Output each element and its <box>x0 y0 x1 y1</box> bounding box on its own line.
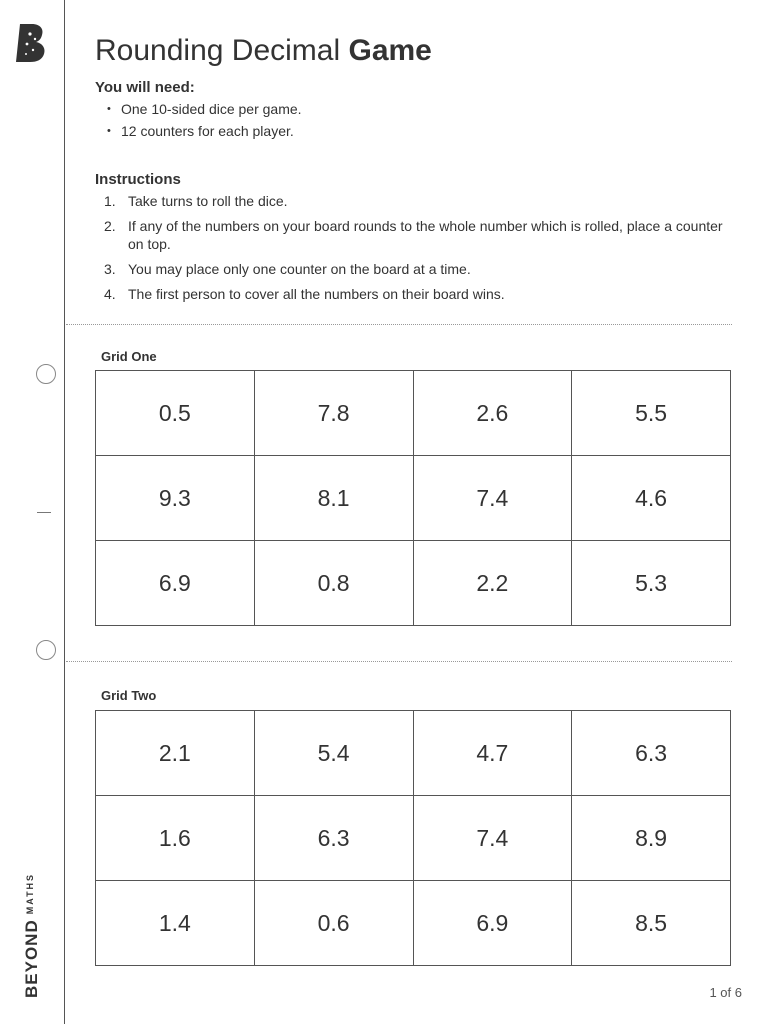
brand-name: BEYOND <box>22 919 41 998</box>
step-number: 2. <box>104 218 116 234</box>
grid-cell: 2.2 <box>413 541 572 626</box>
grid-row <box>96 371 731 456</box>
beyond-logo-icon <box>14 22 50 64</box>
grid-cell: 8.5 <box>572 881 731 966</box>
brand-wordmark <box>22 873 42 998</box>
punch-hole-top <box>36 364 56 384</box>
materials-item: • 12 counters for each player. <box>107 122 302 144</box>
grid-row <box>96 881 731 966</box>
grid-row <box>96 541 731 626</box>
step-text: The first person to cover all the numbers on their board wins. <box>128 286 505 302</box>
grid-cell: 0.8 <box>254 541 413 626</box>
brand-sub: MATHS <box>25 872 35 915</box>
you-will-need-heading: You will need: <box>95 79 195 96</box>
grid-cell: 4.6 <box>572 456 731 541</box>
materials-list <box>107 100 302 144</box>
grid-cell: 5.5 <box>572 371 731 456</box>
step-number: 4. <box>104 286 116 302</box>
cut-line-divider <box>66 324 732 325</box>
grid-cell: 2.6 <box>413 371 572 456</box>
punch-hole-bottom <box>36 640 56 660</box>
step-number: 1. <box>104 193 116 209</box>
grid-cell: 5.4 <box>254 711 413 796</box>
instruction-step <box>104 192 734 210</box>
page-indicator: 1 of 6 <box>709 985 742 1000</box>
grid-cell: 5.3 <box>572 541 731 626</box>
grid-row <box>96 711 731 796</box>
grid-two-label: Grid Two <box>101 688 157 703</box>
grid-cell: 8.9 <box>572 796 731 881</box>
grid-cell: 6.3 <box>254 796 413 881</box>
grid-cell: 7.8 <box>254 371 413 456</box>
step-text: If any of the numbers on your board rounds to the whole number which is rolled, place a counter on top. <box>128 218 723 252</box>
step-text: Take turns to roll the dice. <box>128 193 288 209</box>
grid-cell: 8.1 <box>254 456 413 541</box>
grid-cell: 9.3 <box>96 456 255 541</box>
grid-one-label: Grid One <box>101 349 157 364</box>
instructions-list <box>104 192 734 310</box>
grid-cell: 6.9 <box>96 541 255 626</box>
grid-cell: 2.1 <box>96 711 255 796</box>
instruction-step <box>104 217 734 253</box>
grid-cell: 7.4 <box>413 796 572 881</box>
fold-mark <box>37 512 51 513</box>
step-number: 3. <box>104 261 116 277</box>
title-bold: Game <box>348 34 432 67</box>
materials-item: • One 10-sided dice per game. <box>107 100 302 122</box>
grid-row <box>96 796 731 881</box>
grid-cell: 6.3 <box>572 711 731 796</box>
instruction-step <box>104 285 734 303</box>
instruction-step <box>104 260 734 278</box>
instructions-heading: Instructions <box>95 171 181 188</box>
grid-cell: 1.4 <box>96 881 255 966</box>
grid-row <box>96 456 731 541</box>
grid-cell: 7.4 <box>413 456 572 541</box>
grid-cell: 0.6 <box>254 881 413 966</box>
grid-cell: 4.7 <box>413 711 572 796</box>
title-normal: Rounding Decimal <box>95 34 341 67</box>
grid-one-board <box>95 370 731 626</box>
cut-line-divider <box>66 661 732 662</box>
grid-cell: 1.6 <box>96 796 255 881</box>
margin-line <box>64 0 65 1024</box>
grid-cell: 0.5 <box>96 371 255 456</box>
grid-cell: 6.9 <box>413 881 572 966</box>
page-title <box>95 34 432 68</box>
grid-two-board <box>95 710 731 966</box>
step-text: You may place only one counter on the board at a time. <box>128 261 471 277</box>
